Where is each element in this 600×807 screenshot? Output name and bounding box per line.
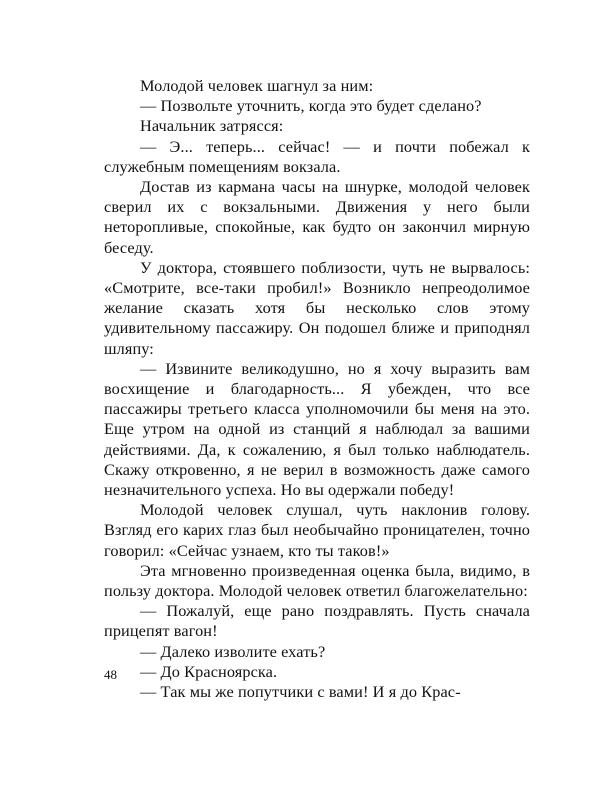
paragraph: — Далеко изволите ехать? bbox=[140, 641, 326, 661]
paragraph: Молодой человек слушал, чуть наклонив голову. Взгляд его карих глаз был необычайно проницателен, точно говорил: «Сейчас узнаем, кто ты таков!» bbox=[104, 500, 530, 560]
paragraph: — До Красноярска. bbox=[140, 661, 278, 681]
paragraph: У доктора, стоявшего поблизости, чуть не вырвалось: «Смотрите, все-таки пробил!» Возникло непреодолимое желание сказать хотя бы несколько слов этому удивительному пассажиру. Он подошел ближе и приподнял шляпу: bbox=[104, 257, 530, 358]
paragraph: Достав из кармана часы на шнурке, молодой человек сверил их с вокзальными. Движения у него были неторопливые, спокойные, как будто он закончил мирную беседу. bbox=[104, 177, 530, 257]
paragraph: — Э... теперь... сейчас! — и почти побежал к служебным помещениям вокзала. bbox=[104, 136, 530, 176]
page-text bbox=[104, 76, 530, 702]
paragraph: — Позвольте уточнить, когда это будет сделано? bbox=[140, 96, 482, 116]
paragraph: Начальник затрясся: bbox=[140, 116, 284, 136]
paragraph: — Пожалуй, еще рано поздравлять. Пусть сначала прицепят вагон! bbox=[104, 601, 530, 641]
paragraph: — Извините великодушно, но я хочу выразить вам восхищение и благодарность... Я убежден, что все пассажиры третьего класса уполномочили бы меня на это. Еще утром на одной из станций я наблюдал за вашими действиями. Да, к сожалению, я был только наблюдатель. Скажу откровенно, я не верил в возможность даже самого незначительного успеха. Но вы одержали победу! bbox=[104, 358, 530, 500]
paragraph: Молодой человек шагнул за ним: bbox=[140, 76, 374, 95]
paragraph: — Так мы же попутчики с вами! И я до Крас- bbox=[140, 682, 461, 702]
paragraph: Эта мгновенно произведенная оценка была, видимо, в пользу доктора. Молодой человек ответил благожелательно: bbox=[104, 560, 530, 601]
page-number: 48 bbox=[104, 667, 117, 682]
